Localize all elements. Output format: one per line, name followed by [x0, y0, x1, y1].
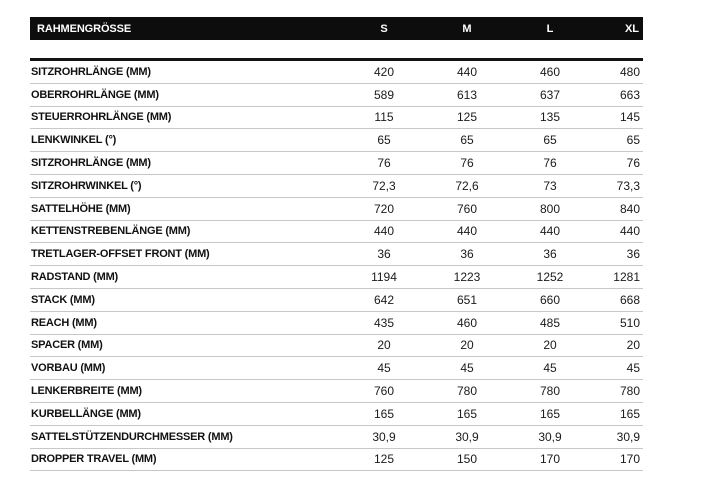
- cell-value: 760: [373, 384, 395, 399]
- cell-value: 72,3: [372, 178, 396, 193]
- cell-value: 65: [626, 133, 640, 148]
- cell-value: 651: [456, 292, 478, 307]
- cell-value: 613: [456, 87, 478, 102]
- cell-value: 440: [619, 224, 640, 239]
- row-label: LENKWINKEL (°): [31, 134, 117, 147]
- cell-value: 780: [539, 384, 561, 399]
- cell-value: 45: [543, 361, 557, 376]
- table-header-row: [30, 17, 643, 40]
- cell-value: 45: [377, 361, 391, 376]
- row-label: SITZROHRLÄNGE (MM): [31, 65, 151, 78]
- row-label: KURBELLÄNGE (MM): [31, 407, 141, 420]
- table-row: [30, 426, 643, 449]
- cell-value: 30,9: [455, 429, 479, 444]
- cell-value: 1223: [453, 270, 481, 285]
- header-frame-size-label: RAHMENGRÖSSE: [37, 22, 132, 35]
- table-row: [30, 129, 643, 152]
- cell-value: 36: [543, 247, 557, 262]
- cell-value: 36: [377, 247, 391, 262]
- row-label: DROPPER TRAVEL (MM): [31, 453, 157, 466]
- cell-value: 45: [626, 361, 640, 376]
- cell-value: 72,6: [455, 178, 479, 193]
- cell-value: 20: [460, 338, 474, 353]
- header-column-l: L: [546, 22, 554, 35]
- row-label: OBERROHRLÄNGE (MM): [31, 88, 159, 101]
- cell-value: 170: [619, 452, 640, 467]
- cell-value: 440: [539, 224, 561, 239]
- cell-value: 30,9: [538, 429, 562, 444]
- cell-value: 115: [374, 110, 394, 125]
- cell-value: 780: [456, 384, 478, 399]
- row-label: SITZROHRLÄNGE (MM): [31, 157, 151, 170]
- row-label: SATTELHÖHE (MM): [31, 202, 131, 215]
- cell-value: 660: [539, 292, 561, 307]
- table-row: [30, 449, 643, 472]
- header-gap: [30, 40, 643, 58]
- cell-value: 135: [539, 110, 561, 125]
- cell-value: 76: [543, 156, 557, 171]
- cell-value: 800: [539, 201, 561, 216]
- table-body: [30, 61, 643, 471]
- cell-value: 165: [456, 406, 478, 421]
- cell-value: 440: [456, 64, 478, 79]
- row-label: REACH (MM): [31, 316, 97, 329]
- table-row: [30, 243, 643, 266]
- cell-value: 510: [619, 315, 640, 330]
- cell-value: 65: [460, 133, 474, 148]
- cell-value: 420: [373, 64, 395, 79]
- cell-value: 637: [539, 87, 561, 102]
- cell-value: 460: [456, 315, 478, 330]
- cell-value: 780: [619, 384, 640, 399]
- table-row: [30, 107, 643, 130]
- header-column-s: S: [380, 22, 388, 35]
- cell-value: 663: [619, 87, 640, 102]
- table-row: [30, 403, 643, 426]
- cell-value: 20: [626, 338, 640, 353]
- cell-value: 165: [373, 406, 395, 421]
- cell-value: 20: [377, 338, 391, 353]
- cell-value: 1281: [613, 270, 640, 285]
- cell-value: 45: [460, 361, 474, 376]
- cell-value: 20: [543, 338, 557, 353]
- cell-value: 145: [619, 110, 640, 125]
- cell-value: 76: [626, 156, 640, 171]
- cell-value: 73: [543, 178, 557, 193]
- row-label: STACK (MM): [31, 293, 95, 306]
- header-column-xl: XL: [624, 22, 639, 35]
- cell-value: 840: [619, 201, 640, 216]
- cell-value: 65: [377, 133, 391, 148]
- cell-value: 165: [539, 406, 561, 421]
- cell-value: 76: [377, 156, 391, 171]
- header-column-m: M: [462, 22, 472, 35]
- table-row: [30, 175, 643, 198]
- cell-value: 642: [373, 292, 395, 307]
- cell-value: 460: [539, 64, 561, 79]
- row-label: SITZROHRWINKEL (°): [31, 179, 142, 192]
- cell-value: 150: [456, 452, 478, 467]
- row-label: RADSTAND (MM): [31, 271, 119, 284]
- table-row: [30, 152, 643, 175]
- cell-value: 36: [460, 247, 474, 262]
- table-row: [30, 312, 643, 335]
- row-label: TRETLAGER-OFFSET FRONT (MM): [31, 248, 210, 261]
- cell-value: 435: [373, 315, 395, 330]
- cell-value: 30,9: [372, 429, 396, 444]
- cell-value: 1194: [371, 270, 397, 285]
- cell-value: 440: [456, 224, 478, 239]
- table-row: [30, 198, 643, 221]
- row-label: KETTENSTREBENLÄNGE (MM): [31, 225, 191, 238]
- cell-value: 65: [543, 133, 557, 148]
- row-label: SPACER (MM): [31, 339, 103, 352]
- cell-value: 125: [456, 110, 478, 125]
- table-row: [30, 380, 643, 403]
- cell-value: 485: [539, 315, 561, 330]
- row-label: SATTELSTÜTZENDURCHMESSER (MM): [31, 430, 233, 443]
- row-label: VORBAU (MM): [31, 362, 106, 375]
- row-label: LENKERBREITE (MM): [31, 385, 142, 398]
- table-row: [30, 357, 643, 380]
- table-row: [30, 289, 643, 312]
- cell-value: 30,9: [616, 429, 640, 444]
- cell-value: 165: [619, 406, 640, 421]
- cell-value: 76: [460, 156, 474, 171]
- cell-value: 480: [619, 64, 640, 79]
- row-label: STEUERROHRLÄNGE (MM): [31, 111, 172, 124]
- cell-value: 589: [373, 87, 395, 102]
- cell-value: 170: [539, 452, 561, 467]
- cell-value: 73,3: [616, 178, 640, 193]
- cell-value: 440: [373, 224, 395, 239]
- cell-value: 720: [373, 201, 395, 216]
- cell-value: 760: [456, 201, 478, 216]
- table-row: [30, 335, 643, 358]
- frame-geometry-table: [30, 17, 643, 471]
- table-row: [30, 61, 643, 84]
- cell-value: 1252: [536, 270, 564, 285]
- table-row: [30, 221, 643, 244]
- cell-value: 125: [373, 452, 395, 467]
- table-row: [30, 84, 643, 107]
- table-row: [30, 266, 643, 289]
- cell-value: 36: [626, 247, 640, 262]
- cell-value: 668: [619, 292, 640, 307]
